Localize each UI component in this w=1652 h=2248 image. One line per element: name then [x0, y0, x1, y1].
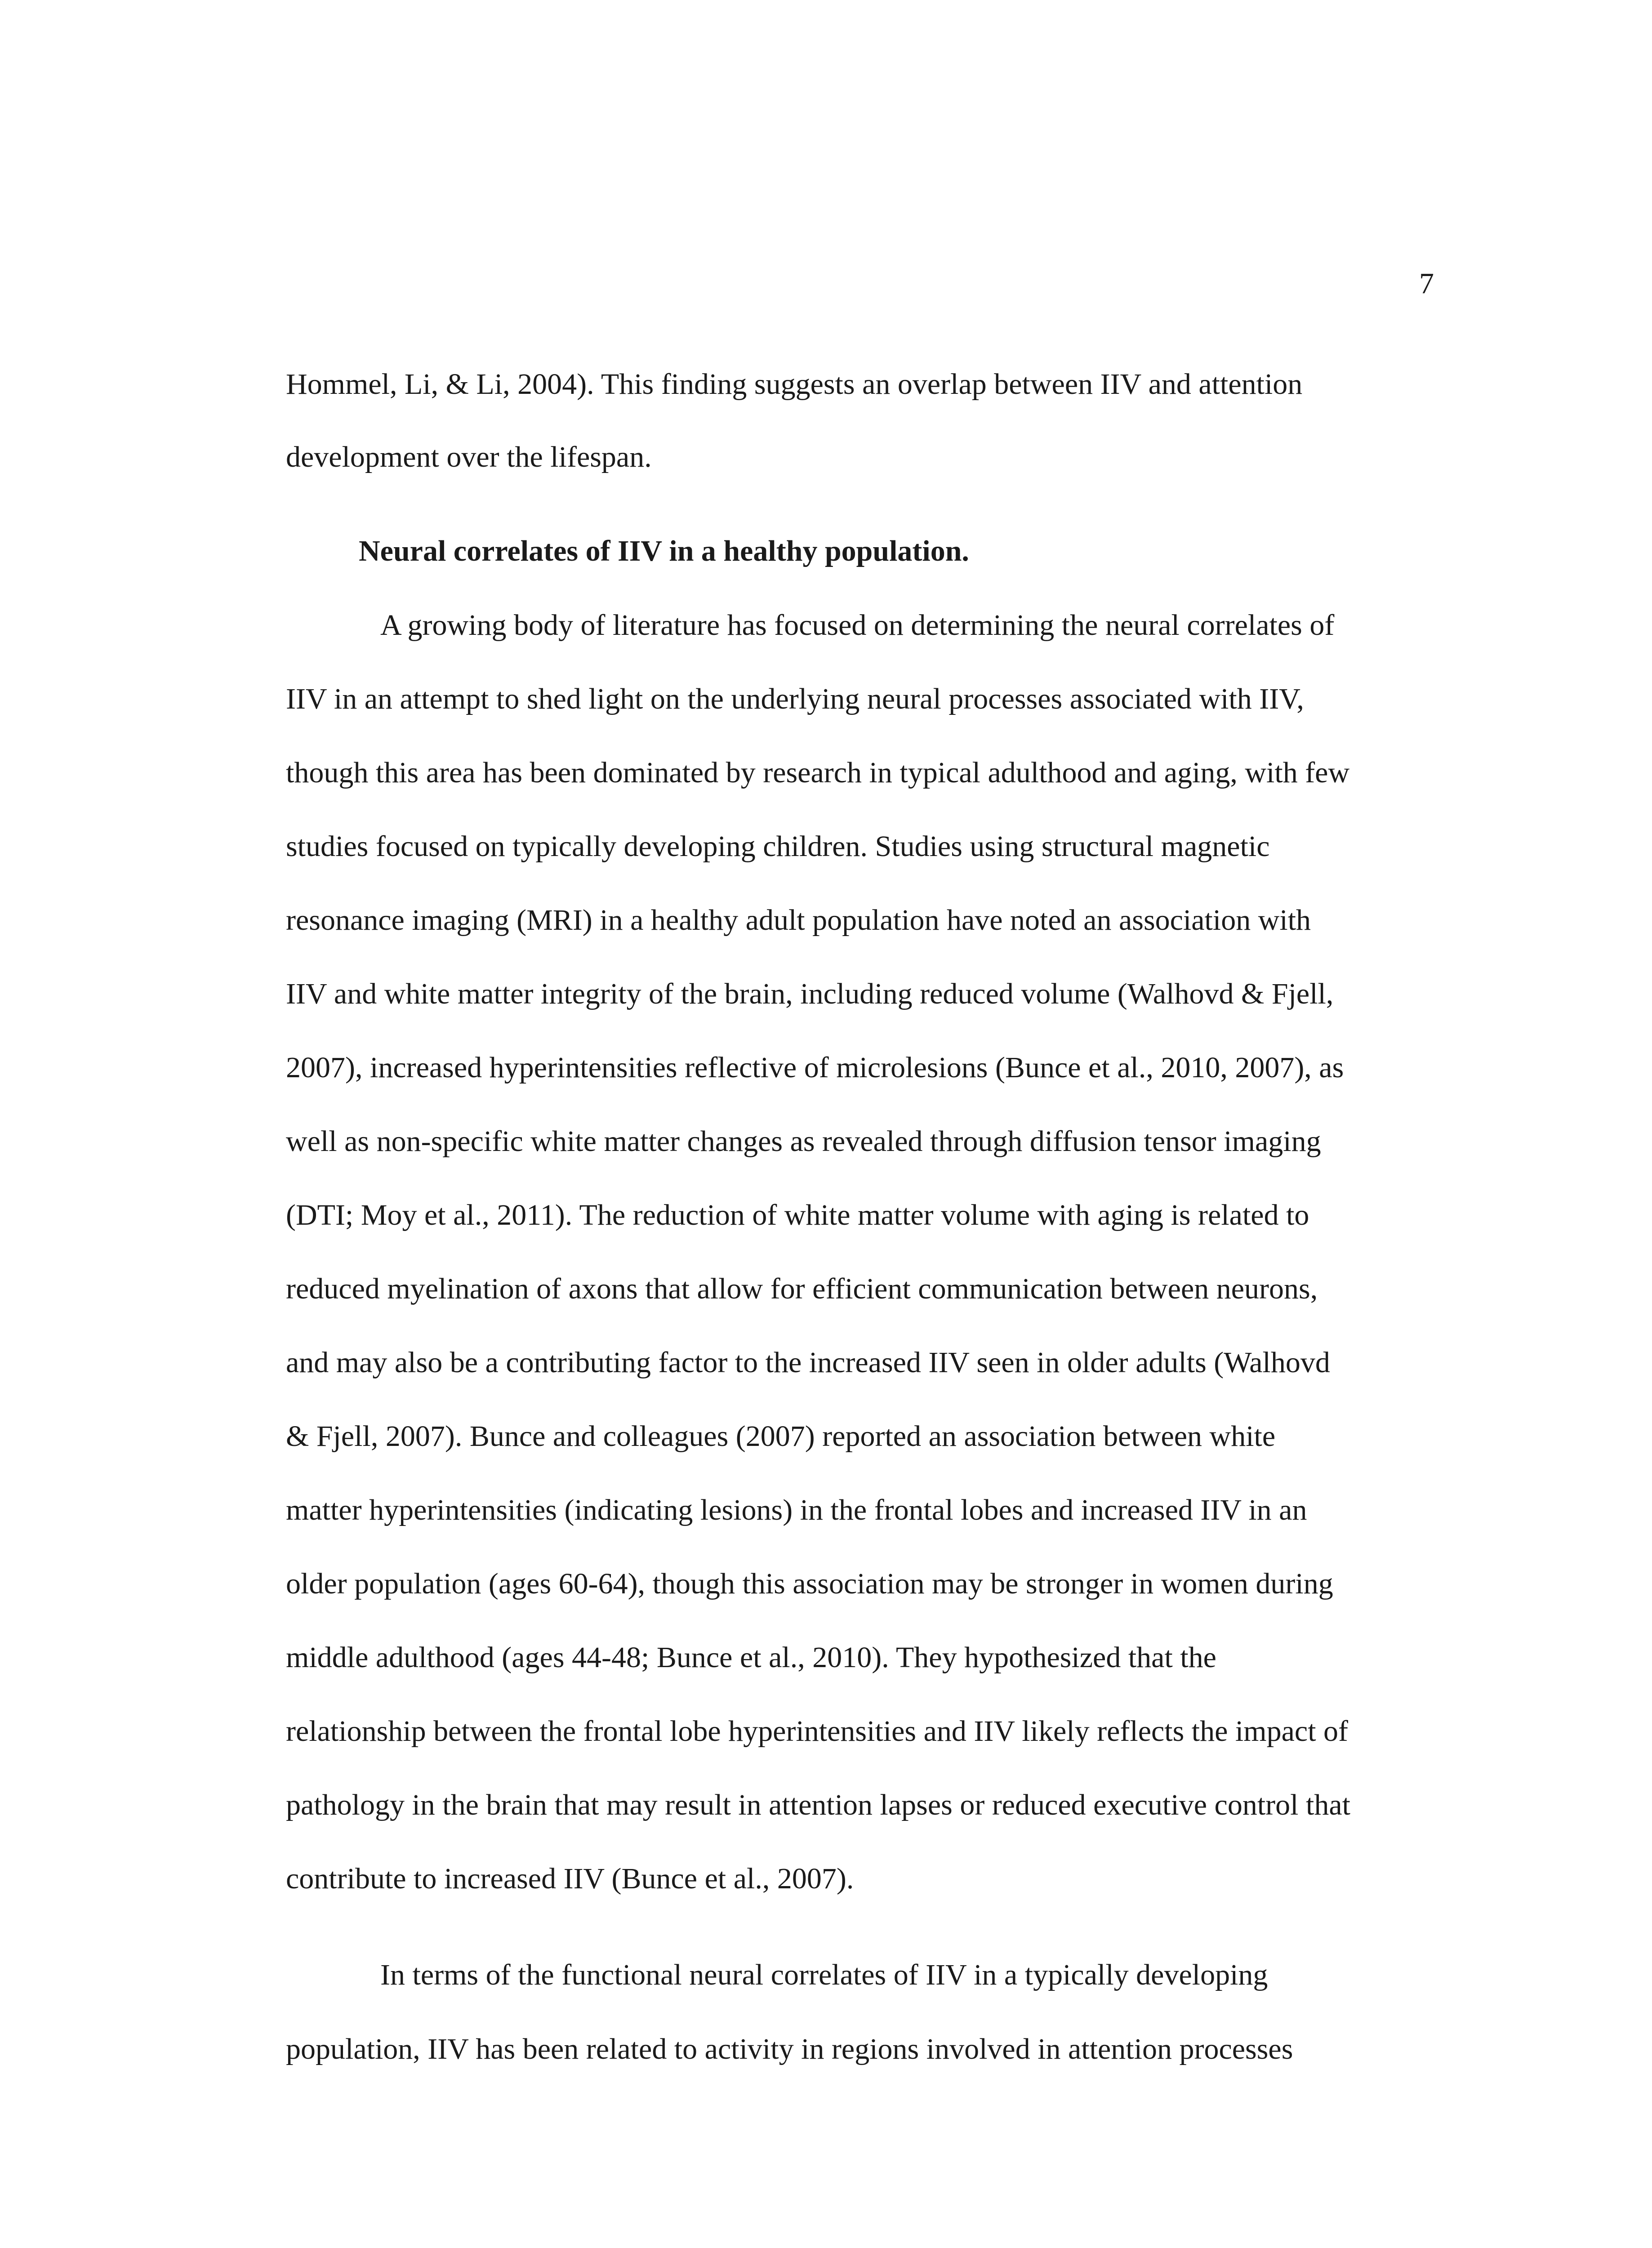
text-line: older population (ages 60-64), though this association may be stronger in women during	[286, 1567, 1333, 1600]
text-line: well as non-specific white matter changes as revealed through diffusion tensor imaging	[286, 1125, 1321, 1158]
text-line: matter hyperintensities (indicating lesions) in the frontal lobes and increased IIV in an	[286, 1494, 1307, 1526]
text-line: development over the lifespan.	[286, 441, 652, 473]
text-line: middle adulthood (ages 44-48; Bunce et al., 2010). They hypothesized that the	[286, 1641, 1216, 1674]
text-line: resonance imaging (MRI) in a healthy adult population have noted an association with	[286, 904, 1311, 937]
page-number: 7	[1419, 267, 1434, 300]
text-line: though this area has been dominated by research in typical adulthood and aging, with few	[286, 756, 1350, 789]
text-line: In terms of the functional neural correlates of IIV in a typically developing	[380, 1958, 1268, 1991]
text-line: and may also be a contributing factor to the increased IIV seen in older adults (Walhovd	[286, 1346, 1330, 1379]
text-line: studies focused on typically developing children. Studies using structural magnetic	[286, 830, 1270, 863]
text-line: population, IIV has been related to activity in regions involved in attention processes	[286, 2033, 1293, 2065]
text-line: pathology in the brain that may result in attention lapses or reduced executive control that	[286, 1789, 1350, 1821]
text-line: IIV in an attempt to shed light on the underlying neural processes associated with IIV,	[286, 682, 1304, 715]
text-line: Hommel, Li, & Li, 2004). This finding suggests an overlap between IIV and attention	[286, 368, 1303, 401]
text-line: & Fjell, 2007). Bunce and colleagues (2007) reported an association between white	[286, 1420, 1276, 1453]
text-line: A growing body of literature has focused on determining the neural correlates of	[380, 609, 1335, 642]
text-line: reduced myelination of axons that allow for efficient communication between neurons,	[286, 1272, 1318, 1305]
text-line: relationship between the frontal lobe hyperintensities and IIV likely reflects the impact of	[286, 1715, 1349, 1748]
text-line: (DTI; Moy et al., 2011). The reduction of white matter volume with aging is related to	[286, 1199, 1309, 1231]
text-line: IIV and white matter integrity of the brain, including reduced volume (Walhovd & Fjell,	[286, 977, 1334, 1010]
text-line: contribute to increased IIV (Bunce et al., 2007).	[286, 1862, 854, 1895]
section-heading: Neural correlates of IIV in a healthy population.	[359, 535, 969, 567]
text-line: 2007), increased hyperintensities reflective of microlesions (Bunce et al., 2010, 2007), as	[286, 1051, 1344, 1084]
